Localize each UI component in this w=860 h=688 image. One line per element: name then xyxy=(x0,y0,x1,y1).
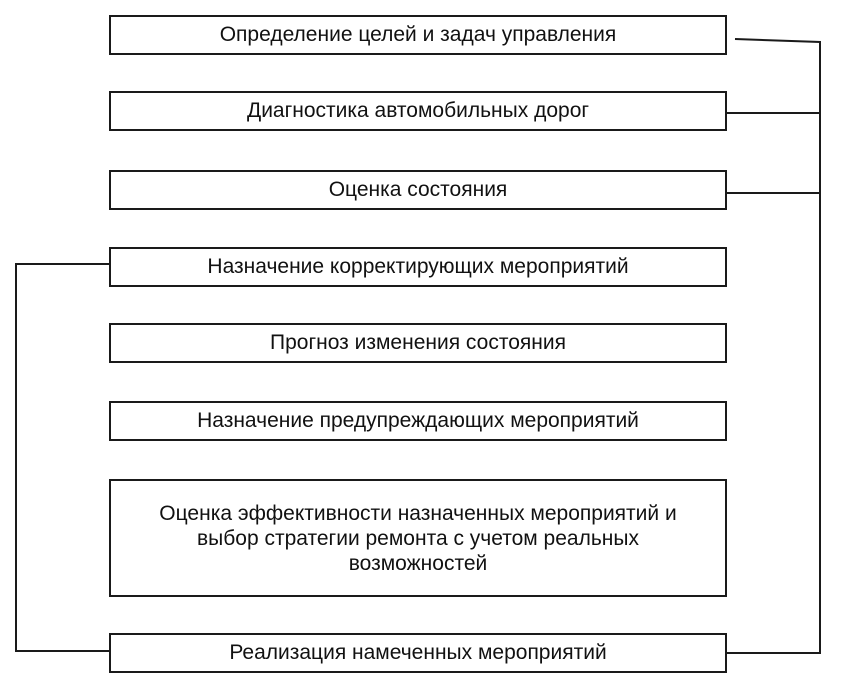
step-label: Диагностика автомобильных дорог xyxy=(246,99,590,122)
step-label: Определение целей и задач управления xyxy=(219,23,617,46)
step-label: Оценка эффективности назначенных мероприятий и выбор стратегии ремонта с учетом реальных возможностей xyxy=(159,501,677,575)
step-condition-forecast xyxy=(109,323,727,363)
step-label: Назначение корректирующих мероприятий xyxy=(207,255,629,278)
step-label: Назначение предупреждающих мероприятий xyxy=(197,409,639,432)
step-label: Оценка состояния xyxy=(328,178,508,201)
step-preventive-measures xyxy=(109,401,727,441)
step-label: Прогноз изменения состояния xyxy=(270,331,566,354)
step-condition-assessment xyxy=(109,170,727,210)
left-feedback-connector xyxy=(16,264,109,651)
step-road-diagnostics xyxy=(109,91,727,131)
right-feedback-connector xyxy=(727,39,820,653)
step-corrective-measures xyxy=(109,247,727,287)
step-label: Реализация намеченных мероприятий xyxy=(229,641,607,664)
step-implementation xyxy=(109,633,727,673)
step-efficiency-evaluation xyxy=(109,479,727,597)
step-goal-definition xyxy=(109,15,727,55)
